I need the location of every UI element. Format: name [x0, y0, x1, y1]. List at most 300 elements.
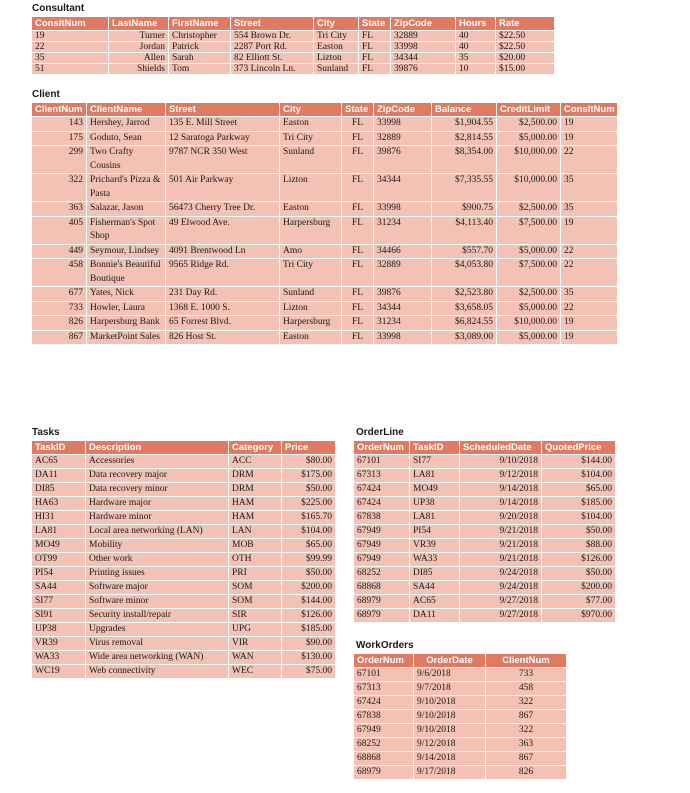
- tasks-cell: VR39: [32, 637, 86, 651]
- consultant-cell: 40: [456, 31, 496, 42]
- orderline-cell: 9/24/2018: [460, 581, 542, 595]
- workorders-cell: 9/10/2018: [414, 696, 486, 710]
- tasks-cell: VIR: [229, 637, 282, 651]
- client-cell: Sunland: [280, 287, 342, 302]
- tasks-cell: Accessories: [86, 455, 229, 469]
- client-cell: FL: [342, 244, 374, 259]
- tasks-cell: $99.99: [282, 553, 336, 567]
- tasks-cell: $185.00: [282, 623, 336, 637]
- workorders-cell: 9/6/2018: [414, 668, 486, 682]
- orderline-cell: SA44: [410, 581, 460, 595]
- table-row: [354, 553, 616, 567]
- table-row: [32, 42, 555, 53]
- client-cell: $2,523.80: [432, 287, 497, 302]
- client-cell: 4091 Brentwood Ln: [166, 244, 280, 259]
- tasks-cell: Security install/repair: [86, 609, 229, 623]
- client-cell: Yates, Nick: [87, 287, 166, 302]
- table-row: [32, 581, 336, 595]
- orderline-cell: $77.00: [542, 595, 616, 609]
- orderline-title: OrderLine: [356, 427, 404, 438]
- client-cell: $7,500.00: [497, 259, 561, 287]
- tasks-cell: $225.00: [282, 497, 336, 511]
- client-cell: $5,000.00: [497, 301, 561, 316]
- orderline-cell: $185.00: [542, 497, 616, 511]
- consultant-cell: $22.50: [496, 42, 555, 53]
- consultant-title: Consultant: [32, 3, 85, 14]
- orderline-cell: 67949: [354, 539, 410, 553]
- tasks-cell: Other work: [86, 553, 229, 567]
- orderline-cell: 9/21/2018: [460, 525, 542, 539]
- orderline-cell: 9/14/2018: [460, 497, 542, 511]
- client-cell: 826 Host St.: [166, 330, 280, 345]
- orderline-cell: WA33: [410, 553, 460, 567]
- workorders-cell: 826: [486, 766, 567, 780]
- consultant-cell: 82 Elliott St.: [231, 53, 314, 64]
- table-row: [32, 469, 336, 483]
- client-cell: $4,113.40: [432, 216, 497, 244]
- tasks-cell: Data recovery major: [86, 469, 229, 483]
- tasks-cell: DA11: [32, 469, 86, 483]
- consultant-col-header: Rate: [496, 17, 555, 31]
- client-cell: 9787 NCR 350 West: [166, 146, 280, 174]
- orderline-cell: $970.00: [542, 609, 616, 623]
- client-cell: MarketPoint Sales: [87, 330, 166, 345]
- tasks-cell: HAM: [229, 511, 282, 525]
- consultant-cell: Jordan: [109, 42, 169, 53]
- client-cell: FL: [342, 174, 374, 202]
- tasks-cell: $104.00: [282, 525, 336, 539]
- consultant-cell: Christopher: [169, 31, 231, 42]
- workorders-header-row: [354, 654, 567, 668]
- client-cell: Harpersburg: [280, 216, 342, 244]
- client-cell: $3,089.00: [432, 330, 497, 345]
- consultant-header-row: [32, 17, 555, 31]
- table-row: [32, 146, 618, 174]
- tasks-cell: MOB: [229, 539, 282, 553]
- workorders-col-header: OrderDate: [414, 654, 486, 668]
- client-cell: 231 Day Rd.: [166, 287, 280, 302]
- client-col-header: ClientNum: [32, 103, 87, 117]
- client-cell: Hershey, Jarrod: [87, 117, 166, 132]
- workorders-table: [353, 653, 567, 780]
- client-cell: Two Crafty Cousins: [87, 146, 166, 174]
- orderline-cell: 9/27/2018: [460, 609, 542, 623]
- tasks-cell: WC19: [32, 665, 86, 679]
- orderline-cell: LA81: [410, 469, 460, 483]
- orderline-table: [353, 440, 616, 623]
- client-cell: 33998: [374, 330, 432, 345]
- table-row: [32, 595, 336, 609]
- consultant-table: [31, 16, 555, 75]
- client-col-header: City: [280, 103, 342, 117]
- orderline-cell: $144.00: [542, 455, 616, 469]
- client-cell: $8,354.00: [432, 146, 497, 174]
- client-cell: Harpersburg Bank: [87, 316, 166, 331]
- table-row: [32, 287, 618, 302]
- tasks-cell: Wide area networking (WAN): [86, 651, 229, 665]
- consultant-cell: 51: [32, 64, 109, 75]
- orderline-cell: 68979: [354, 595, 410, 609]
- consultant-cell: 35: [456, 53, 496, 64]
- tasks-cell: $165.70: [282, 511, 336, 525]
- tasks-cell: $75.00: [282, 665, 336, 679]
- tasks-cell: AC65: [32, 455, 86, 469]
- client-col-header: State: [342, 103, 374, 117]
- table-row: [32, 483, 336, 497]
- client-cell: FL: [342, 117, 374, 132]
- client-cell: $6,824.55: [432, 316, 497, 331]
- tasks-cell: SI91: [32, 609, 86, 623]
- client-cell: $10,000.00: [497, 316, 561, 331]
- orderline-col-header: QuotedPrice: [542, 441, 616, 455]
- orderline-cell: $65.00: [542, 483, 616, 497]
- table-row: [32, 31, 555, 42]
- orderline-cell: $88.00: [542, 539, 616, 553]
- workorders-col-header: ClientNum: [486, 654, 567, 668]
- workorders-cell: 67313: [354, 682, 414, 696]
- tasks-cell: $50.00: [282, 567, 336, 581]
- client-cell: 458: [32, 259, 87, 287]
- consultant-col-header: State: [359, 17, 391, 31]
- tasks-cell: $80.00: [282, 455, 336, 469]
- client-cell: Easton: [280, 202, 342, 217]
- table-row: [32, 525, 336, 539]
- tasks-cell: PRI: [229, 567, 282, 581]
- client-cell: Tri City: [280, 259, 342, 287]
- table-row: [32, 244, 618, 259]
- tasks-cell: ACC: [229, 455, 282, 469]
- orderline-cell: $104.00: [542, 469, 616, 483]
- orderline-cell: 9/21/2018: [460, 539, 542, 553]
- client-col-header: CreditLimit: [497, 103, 561, 117]
- tasks-cell: Printing issues: [86, 567, 229, 581]
- table-row: [354, 497, 616, 511]
- client-cell: FL: [342, 202, 374, 217]
- tasks-cell: OT99: [32, 553, 86, 567]
- orderline-cell: 67949: [354, 553, 410, 567]
- orderline-cell: 67838: [354, 511, 410, 525]
- client-col-header: ConsltNum: [561, 103, 618, 117]
- consultant-cell: 33998: [391, 42, 456, 53]
- tasks-cell: Software minor: [86, 595, 229, 609]
- client-cell: Bonnie's Beautiful Boutique: [87, 259, 166, 287]
- consultant-cell: $15.00: [496, 64, 555, 75]
- tasks-table: [31, 440, 336, 679]
- client-cell: 33998: [374, 117, 432, 132]
- client-cell: Prichard's Pizza & Pasta: [87, 174, 166, 202]
- client-cell: $1,904.55: [432, 117, 497, 132]
- client-cell: $10,000.00: [497, 146, 561, 174]
- consultant-cell: Patrick: [169, 42, 231, 53]
- client-cell: $900.75: [432, 202, 497, 217]
- client-cell: FL: [342, 301, 374, 316]
- table-row: [354, 609, 616, 623]
- client-cell: Sunland: [280, 146, 342, 174]
- client-cell: $5,000.00: [497, 330, 561, 345]
- consultant-cell: 10: [456, 64, 496, 75]
- client-cell: FL: [342, 131, 374, 146]
- tasks-cell: SOM: [229, 581, 282, 595]
- tasks-cell: SA44: [32, 581, 86, 595]
- orderline-cell: 68979: [354, 609, 410, 623]
- client-cell: 31234: [374, 316, 432, 331]
- tasks-cell: $50.00: [282, 483, 336, 497]
- client-cell: 39876: [374, 146, 432, 174]
- client-cell: 405: [32, 216, 87, 244]
- client-cell: 34344: [374, 174, 432, 202]
- orderline-col-header: ScheduledDate: [460, 441, 542, 455]
- workorders-col-header: OrderNum: [354, 654, 414, 668]
- tasks-cell: DRM: [229, 483, 282, 497]
- table-row: [354, 766, 567, 780]
- table-row: [354, 668, 567, 682]
- client-cell: 867: [32, 330, 87, 345]
- table-row: [354, 511, 616, 525]
- consultant-col-header: Hours: [456, 17, 496, 31]
- client-cell: 35: [561, 202, 618, 217]
- client-cell: $7,500.00: [497, 216, 561, 244]
- orderline-cell: 9/12/2018: [460, 469, 542, 483]
- client-cell: 22: [561, 301, 618, 316]
- consultant-col-header: ZipCode: [391, 17, 456, 31]
- table-row: [32, 301, 618, 316]
- workorders-cell: 9/14/2018: [414, 752, 486, 766]
- client-cell: 35: [561, 287, 618, 302]
- table-row: [32, 53, 555, 64]
- workorders-cell: 9/10/2018: [414, 724, 486, 738]
- consultant-cell: 34344: [391, 53, 456, 64]
- orderline-cell: 9/24/2018: [460, 567, 542, 581]
- client-col-header: ClientName: [87, 103, 166, 117]
- tasks-cell: $130.00: [282, 651, 336, 665]
- orderline-cell: MO49: [410, 483, 460, 497]
- workorders-cell: 9/17/2018: [414, 766, 486, 780]
- client-cell: 35: [561, 174, 618, 202]
- client-cell: 501 Air Parkway: [166, 174, 280, 202]
- table-row: [32, 316, 618, 331]
- orderline-cell: 67424: [354, 483, 410, 497]
- tasks-cell: WAN: [229, 651, 282, 665]
- tasks-cell: SIR: [229, 609, 282, 623]
- table-row: [354, 595, 616, 609]
- orderline-cell: LA81: [410, 511, 460, 525]
- consultant-cell: 35: [32, 53, 109, 64]
- orderline-cell: DA11: [410, 609, 460, 623]
- client-cell: 32889: [374, 131, 432, 146]
- client-title: Client: [32, 89, 60, 100]
- tasks-cell: Software major: [86, 581, 229, 595]
- table-row: [32, 567, 336, 581]
- client-cell: 31234: [374, 216, 432, 244]
- client-cell: 9565 Ridge Rd.: [166, 259, 280, 287]
- client-cell: 322: [32, 174, 87, 202]
- table-row: [32, 202, 618, 217]
- table-row: [32, 637, 336, 651]
- client-cell: 143: [32, 117, 87, 132]
- client-cell: 22: [561, 146, 618, 174]
- table-row: [32, 259, 618, 287]
- client-cell: FL: [342, 316, 374, 331]
- table-row: [354, 682, 567, 696]
- client-cell: FL: [342, 216, 374, 244]
- workorders-cell: 9/7/2018: [414, 682, 486, 696]
- tasks-cell: MO49: [32, 539, 86, 553]
- tasks-title: Tasks: [32, 427, 60, 438]
- client-cell: FL: [342, 146, 374, 174]
- table-row: [354, 710, 567, 724]
- table-row: [32, 511, 336, 525]
- table-row: [32, 539, 336, 553]
- consultant-cell: Lizton: [314, 53, 359, 64]
- tasks-cell: LAN: [229, 525, 282, 539]
- orderline-cell: PI54: [410, 525, 460, 539]
- client-cell: Easton: [280, 330, 342, 345]
- table-row: [354, 455, 616, 469]
- tasks-cell: Virus removal: [86, 637, 229, 651]
- client-cell: $10,000.00: [497, 174, 561, 202]
- client-cell: 19: [561, 117, 618, 132]
- tasks-col-header: Category: [229, 441, 282, 455]
- client-cell: $2,500.00: [497, 202, 561, 217]
- table-row: [354, 539, 616, 553]
- client-cell: 34344: [374, 301, 432, 316]
- consultant-cell: Easton: [314, 42, 359, 53]
- table-row: [32, 651, 336, 665]
- client-cell: Salazar, Jason: [87, 202, 166, 217]
- orderline-col-header: OrderNum: [354, 441, 410, 455]
- workorders-cell: 9/10/2018: [414, 710, 486, 724]
- tasks-cell: Hardware minor: [86, 511, 229, 525]
- client-cell: 449: [32, 244, 87, 259]
- consultant-cell: Turner: [109, 31, 169, 42]
- client-cell: 19: [561, 216, 618, 244]
- orderline-cell: $50.00: [542, 525, 616, 539]
- consultant-cell: Sunland: [314, 64, 359, 75]
- consultant-cell: Sarah: [169, 53, 231, 64]
- client-cell: 677: [32, 287, 87, 302]
- tasks-cell: WEC: [229, 665, 282, 679]
- client-cell: 826: [32, 316, 87, 331]
- orderline-cell: $126.00: [542, 553, 616, 567]
- tasks-cell: UP38: [32, 623, 86, 637]
- client-cell: FL: [342, 287, 374, 302]
- orderline-cell: VR39: [410, 539, 460, 553]
- orderline-header-row: [354, 441, 616, 455]
- workorders-cell: 68868: [354, 752, 414, 766]
- workorders-cell: 322: [486, 696, 567, 710]
- tasks-cell: Upgrades: [86, 623, 229, 637]
- table-row: [354, 525, 616, 539]
- consultant-cell: 39876: [391, 64, 456, 75]
- tasks-cell: $200.00: [282, 581, 336, 595]
- client-cell: $5,000.00: [497, 244, 561, 259]
- client-table: [31, 102, 618, 345]
- consultant-col-header: City: [314, 17, 359, 31]
- consultant-cell: FL: [359, 64, 391, 75]
- consultant-cell: 32889: [391, 31, 456, 42]
- client-cell: Lizton: [280, 174, 342, 202]
- client-cell: $3,658.05: [432, 301, 497, 316]
- table-row: [354, 567, 616, 581]
- tasks-cell: HA63: [32, 497, 86, 511]
- orderline-cell: UP38: [410, 497, 460, 511]
- workorders-cell: 68979: [354, 766, 414, 780]
- orderline-cell: 9/21/2018: [460, 553, 542, 567]
- tasks-cell: Web connectivity: [86, 665, 229, 679]
- orderline-col-header: TaskID: [410, 441, 460, 455]
- client-cell: 56473 Cherry Tree Dr.: [166, 202, 280, 217]
- tasks-cell: $144.00: [282, 595, 336, 609]
- orderline-cell: $50.00: [542, 567, 616, 581]
- client-cell: Goduto, Sean: [87, 131, 166, 146]
- client-cell: 33998: [374, 202, 432, 217]
- tasks-cell: $175.00: [282, 469, 336, 483]
- tasks-cell: DRM: [229, 469, 282, 483]
- workorders-cell: 67424: [354, 696, 414, 710]
- consultant-cell: FL: [359, 31, 391, 42]
- table-row: [354, 696, 567, 710]
- table-row: [32, 174, 618, 202]
- client-cell: 34466: [374, 244, 432, 259]
- tasks-cell: $126.00: [282, 609, 336, 623]
- consultant-col-header: LastName: [109, 17, 169, 31]
- table-row: [32, 330, 618, 345]
- orderline-cell: 9/10/2018: [460, 455, 542, 469]
- consultant-col-header: Street: [231, 17, 314, 31]
- table-row: [32, 553, 336, 567]
- workorders-cell: 867: [486, 752, 567, 766]
- client-cell: $557.70: [432, 244, 497, 259]
- tasks-cell: $90.00: [282, 637, 336, 651]
- tasks-cell: LA81: [32, 525, 86, 539]
- client-cell: Tri City: [280, 131, 342, 146]
- orderline-cell: 68868: [354, 581, 410, 595]
- client-col-header: Balance: [432, 103, 497, 117]
- consultant-cell: 2287 Port Rd.: [231, 42, 314, 53]
- orderline-cell: $200.00: [542, 581, 616, 595]
- client-col-header: Street: [166, 103, 280, 117]
- client-cell: 39876: [374, 287, 432, 302]
- client-cell: Fisherman's Spot Shop: [87, 216, 166, 244]
- tasks-cell: UPG: [229, 623, 282, 637]
- table-row: [354, 581, 616, 595]
- client-header-row: [32, 103, 618, 117]
- consultant-cell: Allen: [109, 53, 169, 64]
- client-cell: 12 Saratoga Parkway: [166, 131, 280, 146]
- table-row: [354, 469, 616, 483]
- client-cell: 19: [561, 330, 618, 345]
- consultant-cell: 373 Lincoln Ln.: [231, 64, 314, 75]
- client-cell: $5,000.00: [497, 131, 561, 146]
- client-cell: 19: [561, 131, 618, 146]
- consultant-cell: $22.50: [496, 31, 555, 42]
- table-row: [354, 752, 567, 766]
- tasks-cell: $65.00: [282, 539, 336, 553]
- table-row: [32, 216, 618, 244]
- orderline-cell: 9/27/2018: [460, 595, 542, 609]
- consultant-cell: FL: [359, 53, 391, 64]
- table-row: [354, 724, 567, 738]
- client-cell: FL: [342, 330, 374, 345]
- client-cell: 19: [561, 316, 618, 331]
- workorders-cell: 67949: [354, 724, 414, 738]
- client-cell: 363: [32, 202, 87, 217]
- table-row: [32, 117, 618, 132]
- client-cell: $2,814.55: [432, 131, 497, 146]
- tasks-col-header: Price: [282, 441, 336, 455]
- tasks-cell: PI54: [32, 567, 86, 581]
- workorders-cell: 322: [486, 724, 567, 738]
